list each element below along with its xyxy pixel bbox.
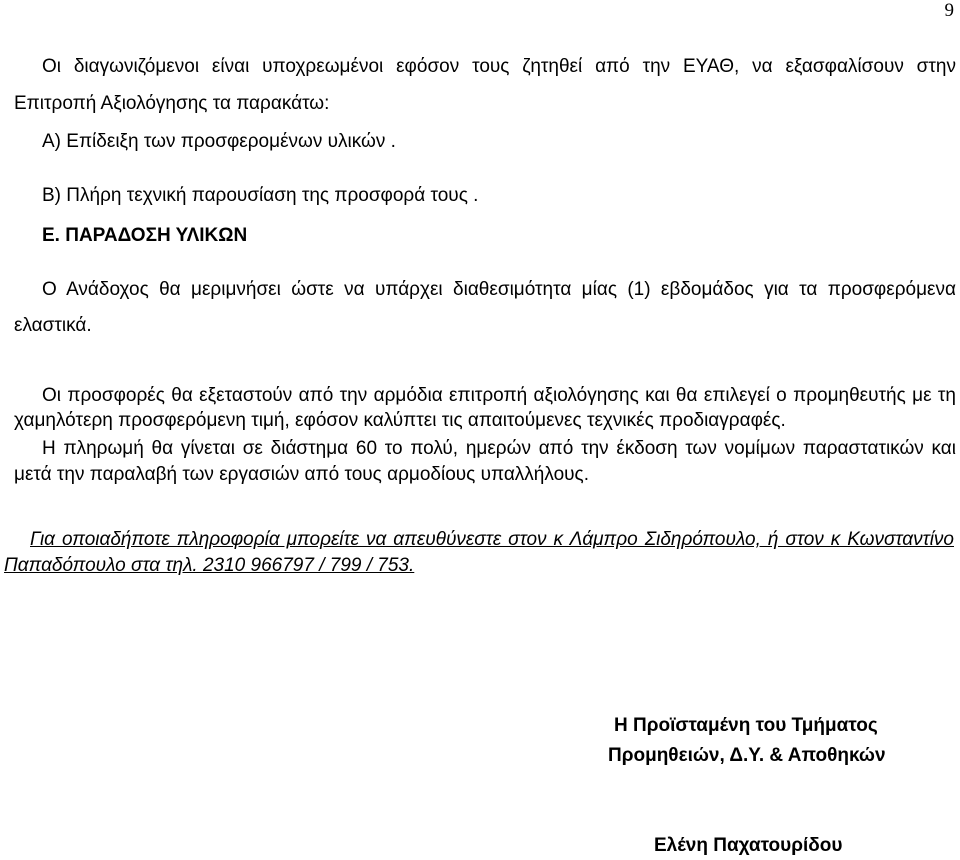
- signature-name: Ελένη Παχατουρίδου: [654, 835, 843, 856]
- intro-item-a: Α) Επίδειξη των προσφερομένων υλικών .: [42, 131, 396, 152]
- signature-title-1: Η Προϊσταμένη του Τμήματος: [614, 715, 878, 736]
- intro-line-2: Επιτροπή Αξιολόγησης τα παρακάτω:: [14, 93, 330, 114]
- evaluation-line-2: χαμηλότερη προσφερόμενη τιμή, εφόσον καλύπτει τις απαιτούμενες τεχνικές προδιαγραφές.: [14, 410, 786, 431]
- payment-line-1: Η πληρωμή θα γίνεται σε διάστημα 60 το πολύ, ημερών από την έκδοση των νομίμων παραστατικών και: [42, 438, 956, 459]
- signature-title-2: Προμηθειών, Δ.Υ. & Αποθηκών: [608, 745, 886, 766]
- page-number: 9: [944, 0, 954, 21]
- intro-line-1: Οι διαγωνιζόμενοι είναι υποχρεωμένοι εφόσον τους ζητηθεί από την ΕΥΑΘ, να εξασφαλίσουν στην: [42, 56, 956, 77]
- section-e-heading: Ε. ΠΑΡΑΔΟΣΗ ΥΛΙΚΩΝ: [42, 225, 248, 246]
- contact-line-1: Για οποιαδήποτε πληροφορία μπορείτε να απευθύνεστε στον κ Λάμπρο Σιδηρόπουλο, ή στον κ Κωνσταντίνο: [30, 529, 954, 550]
- intro-item-b: Β) Πλήρη τεχνική παρουσίαση της προσφορά τους .: [42, 185, 479, 206]
- contact-line-2: Παπαδόπουλο στα τηλ. 2310 966797 / 799 / 753.: [4, 555, 415, 576]
- evaluation-line-1: Οι προσφορές θα εξεταστούν από την αρμόδια επιτροπή αξιολόγησης και θα επιλεγεί ο προμηθευτής με τη: [42, 385, 956, 406]
- payment-line-2: μετά την παραλαβή των εργασιών από τους αρμοδίους υπαλλήλους.: [14, 464, 589, 485]
- section-e-line-1: Ο Ανάδοχος θα μεριμνήσει ώστε να υπάρχει διαθεσιμότητα μίας (1) εβδομάδος για τα προσφερόμενα: [42, 279, 956, 300]
- section-e-line-2: ελαστικά.: [14, 315, 92, 336]
